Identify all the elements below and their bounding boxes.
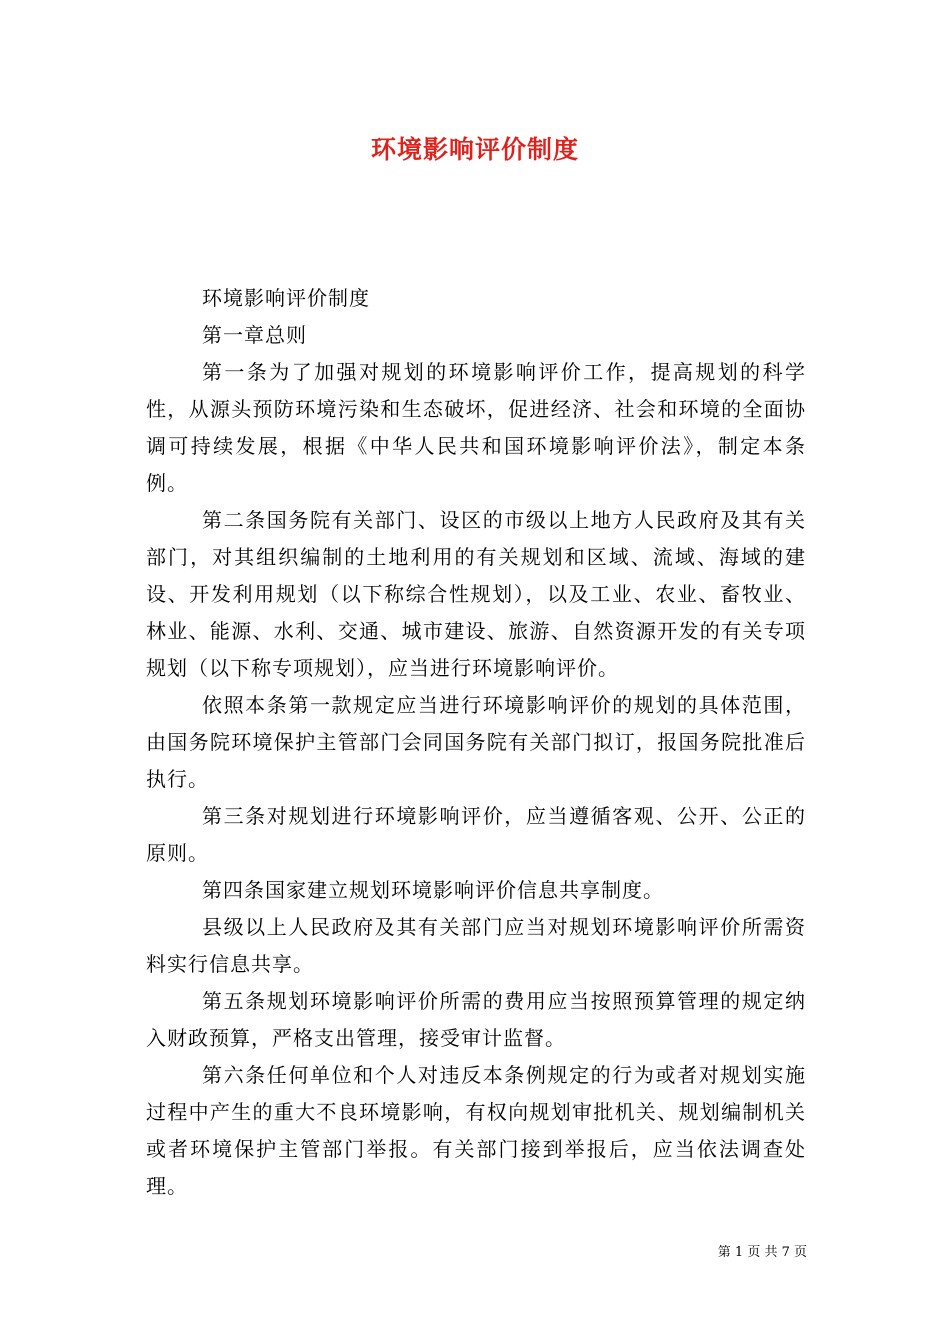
paragraph-article-5: 第五条规划环境影响评价所需的费用应当按照预算管理的规定纳入财政预算，严格支出管理，接受审计监督。: [146, 989, 806, 1050]
paragraph-article-2: 第二条国务院有关部门、设区的市级以上地方人民政府及其有关部门，对其组织编制的土地利用的有关规划和区域、流域、海域的建设、开发利用规划（以下称综合性规划），以及工业、农业、畜牧业、林业、能源、水利、交通、城市建设、旅游、自然资源开发的有关专项规划（以下称专项规划），应当进行环境影响评价。: [146, 508, 806, 680]
paragraph-article-3: 第三条对规划进行环境影响评价，应当遵循客观、公开、公正的原则。: [146, 804, 806, 865]
document-title: 环境影响评价制度: [370, 135, 579, 164]
paragraph-article-6: 第六条任何单位和个人对违反本条例规定的行为或者对规划实施过程中产生的重大不良环境影响，有权向规划审批机关、规划编制机关或者环境保护主管部门举报。有关部门接到举报后，应当依法调查处理。: [146, 1063, 806, 1198]
paragraph-article-4-clause-2: 县级以上人民政府及其有关部门应当对规划环境影响评价所需资料实行信息共享。: [146, 915, 806, 976]
paragraph-doc-heading: 环境影响评价制度: [202, 286, 370, 310]
document-body: [146, 280, 806, 1205]
paragraph-article-2-clause-2: 依照本条第一款规定应当进行环境影响评价的规划的具体范围，由国务院环境保护主管部门会同国务院有关部门拟订，报国务院批准后执行。: [146, 693, 806, 791]
paragraph-article-1: 第一条为了加强对规划的环境影响评价工作，提高规划的科学性，从源头预防环境污染和生态破坏，促进经济、社会和环境的全面协调可持续发展，根据《中华人民共和国环境影响评价法》，制定本条例。: [146, 360, 806, 495]
page-number: 第 1 页 共 7 页: [717, 1245, 807, 1260]
paragraph-article-4: 第四条国家建立规划环境影响评价信息共享制度。: [202, 878, 664, 902]
paragraph-chapter-heading: 第一章总则: [202, 323, 307, 347]
